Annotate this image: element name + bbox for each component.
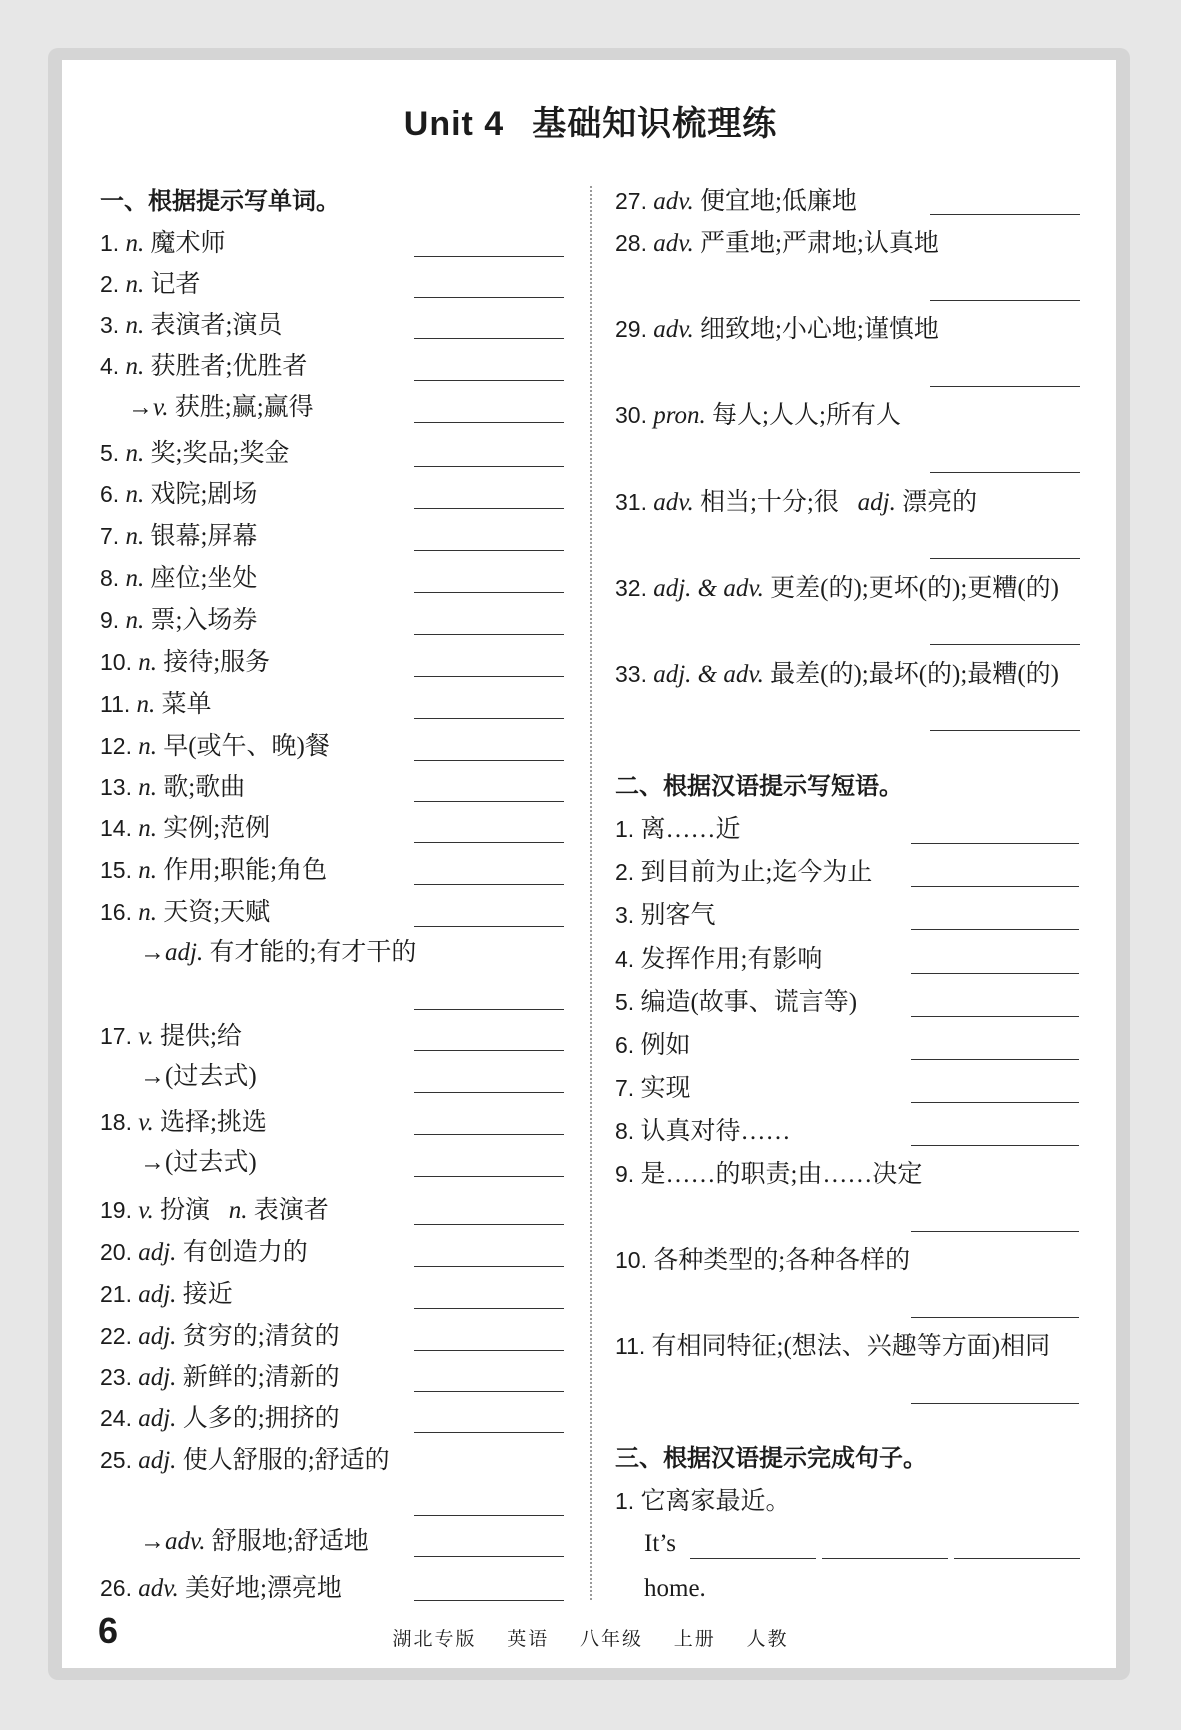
answer-blank-19[interactable] [414,1224,564,1225]
answer-blank-2[interactable] [414,297,564,298]
footer-publisher: 人教 [746,1629,789,1650]
word-item-21: 21. adj. 接近 [100,1281,233,1308]
word-item-15: 15. n. 作用;职能;角色 [100,857,328,884]
answer-blank-29[interactable] [930,386,1080,387]
section1-heading: 一、根据提示写单词。 [100,187,340,215]
answer-blank-33[interactable] [930,730,1080,731]
word-item-7: 7. n. 银幕;屏幕 [100,523,258,550]
sentence-item-1: 1. 它离家最近。 [615,1488,791,1515]
answer-blank-11[interactable] [414,718,564,719]
footer-info [0,1624,1181,1651]
phrase-blank-4[interactable] [911,973,1079,974]
phrase-item-3: 3. 别客气 [615,902,716,929]
word-item-25: 25. adj. 使人舒服的;舒适的 [100,1447,390,1474]
word-item-11: 11. n. 菜单 [100,691,212,718]
word-item-23: 23. adj. 新鲜的;清新的 [100,1364,340,1391]
phrase-blank-3[interactable] [911,929,1079,930]
phrase-item-4: 4. 发挥作用;有影响 [615,946,823,973]
phrase-blank-1[interactable] [911,843,1079,844]
word-item-27: 27. adv. 便宜地;低廉地 [615,188,857,215]
footer-volume: 上册 [673,1629,716,1650]
answer-blank-13[interactable] [414,801,564,802]
sentence-prompt-start: It’s [644,1530,676,1557]
word-item-13: 13. n. 歌;歌曲 [100,774,246,801]
phrase-item-10: 10. 各种类型的;各种各样的 [615,1247,911,1274]
answer-blank-17[interactable] [414,1050,564,1051]
answer-blank-16[interactable] [414,926,564,927]
word-item-20: 20. adj. 有创造力的 [100,1239,308,1266]
word-item-16-derived: →adj. 有才能的;有才干的 [140,939,417,966]
word-item-24: 24. adj. 人多的;拥挤的 [100,1405,340,1432]
footer-edition: 湖北专版 [392,1629,477,1650]
answer-blank-25[interactable] [414,1515,564,1516]
word-item-17-derived: →(过去式) [140,1063,257,1090]
word-item-30: 30. pron. 每人;人人;所有人 [615,402,901,429]
answer-blank-26[interactable] [414,1600,564,1601]
column-divider [590,186,592,1600]
word-item-1: 1. n. 魔术师 [100,230,226,257]
phrase-blank-11[interactable] [911,1403,1079,1404]
answer-blank-1[interactable] [414,256,564,257]
phrase-blank-5[interactable] [911,1016,1079,1017]
phrase-item-1: 1. 离……近 [615,816,741,843]
phrase-item-11: 11. 有相同特征;(想法、兴趣等方面)相同 [615,1333,1051,1360]
answer-blank-18[interactable] [414,1134,564,1135]
word-item-26: 26. adv. 美好地;漂亮地 [100,1575,342,1602]
answer-blank-14[interactable] [414,842,564,843]
phrase-item-7: 7. 实现 [615,1075,691,1102]
sentence-blank-3[interactable] [954,1558,1080,1559]
answer-blank-21[interactable] [414,1308,564,1309]
answer-blank-18b[interactable] [414,1176,564,1177]
footer-subject: 英语 [507,1629,550,1650]
answer-blank-25b[interactable] [414,1556,564,1557]
phrase-item-6: 6. 例如 [615,1032,691,1059]
answer-blank-10[interactable] [414,676,564,677]
word-item-33: 33. adj. & adv. 最差(的);最坏(的);最糟(的) [615,661,1059,688]
answer-blank-28[interactable] [930,300,1080,301]
word-item-28: 28. adv. 严重地;严肃地;认真地 [615,230,939,257]
phrase-blank-7[interactable] [911,1102,1079,1103]
word-item-32: 32. adj. & adv. 更差(的);更坏(的);更糟(的) [615,575,1059,602]
phrase-blank-9[interactable] [911,1231,1079,1232]
answer-blank-31[interactable] [930,558,1080,559]
phrase-item-8: 8. 认真对待…… [615,1118,791,1145]
word-item-18: 18. v. 选择;挑选 [100,1109,267,1136]
phrase-item-2: 2. 到目前为止;迄今为止 [615,859,873,886]
answer-blank-23[interactable] [414,1391,564,1392]
word-item-8: 8. n. 座位;坐处 [100,565,258,592]
sentence-blank-2[interactable] [822,1558,948,1559]
word-item-14: 14. n. 实例;范例 [100,815,271,842]
word-item-4-derived: →v. 获胜;赢;赢得 [128,394,314,421]
word-item-9: 9. n. 票;入场券 [100,607,258,634]
word-item-18-derived: →(过去式) [140,1149,257,1176]
answer-blank-5[interactable] [414,466,564,467]
phrase-blank-10[interactable] [911,1317,1079,1318]
word-item-29: 29. adv. 细致地;小心地;谨慎地 [615,316,939,343]
phrase-item-5: 5. 编造(故事、谎言等) [615,989,858,1016]
word-item-10: 10. n. 接待;服务 [100,649,271,676]
answer-blank-17b[interactable] [414,1092,564,1093]
page-title: Unit 4 基础知识梳理练 [403,105,778,143]
section3-heading: 三、根据汉语提示完成句子。 [615,1444,927,1472]
answer-blank-15[interactable] [414,884,564,885]
word-item-31: 31. adv. 相当;十分;很 adj. 漂亮的 [615,489,978,516]
answer-blank-24[interactable] [414,1432,564,1433]
section2-heading: 二、根据汉语提示写短语。 [615,772,903,800]
answer-blank-16b[interactable] [414,1009,564,1010]
answer-blank-32[interactable] [930,644,1080,645]
answer-blank-20[interactable] [414,1266,564,1267]
answer-blank-8[interactable] [414,592,564,593]
word-item-5: 5. n. 奖;奖品;奖金 [100,440,290,467]
word-item-2: 2. n. 记者 [100,271,201,298]
answer-blank-30[interactable] [930,472,1080,473]
answer-blank-4b[interactable] [414,422,564,423]
footer-grade: 八年级 [579,1629,643,1650]
answer-blank-27[interactable] [930,214,1080,215]
page-number: 6 [98,1610,119,1651]
word-item-25-derived: →adv. 舒服地;舒适地 [140,1528,369,1555]
answer-blank-4[interactable] [414,380,564,381]
word-item-3: 3. n. 表演者;演员 [100,312,283,339]
answer-blank-7[interactable] [414,550,564,551]
word-item-22: 22. adj. 贫穷的;清贫的 [100,1323,340,1350]
answer-blank-12[interactable] [414,760,564,761]
answer-blank-22[interactable] [414,1350,564,1351]
phrase-item-9: 9. 是……的职责;由……决定 [615,1161,923,1188]
answer-blank-6[interactable] [414,508,564,509]
word-item-12: 12. n. 早(或午、晚)餐 [100,733,330,760]
answer-blank-9[interactable] [414,634,564,635]
word-item-19: 19. v. 扮演 n. 表演者 [100,1197,329,1224]
sentence-blank-1[interactable] [690,1558,816,1559]
word-item-6: 6. n. 戏院;剧场 [100,481,258,508]
phrase-blank-8[interactable] [911,1145,1079,1146]
answer-blank-3[interactable] [414,338,564,339]
word-item-16: 16. n. 天资;天赋 [100,899,271,926]
word-item-4: 4. n. 获胜者;优胜者 [100,353,308,380]
phrase-blank-6[interactable] [911,1059,1079,1060]
word-item-17: 17. v. 提供;给 [100,1023,242,1050]
sentence-prompt-end: home. [644,1575,706,1602]
phrase-blank-2[interactable] [911,886,1079,887]
